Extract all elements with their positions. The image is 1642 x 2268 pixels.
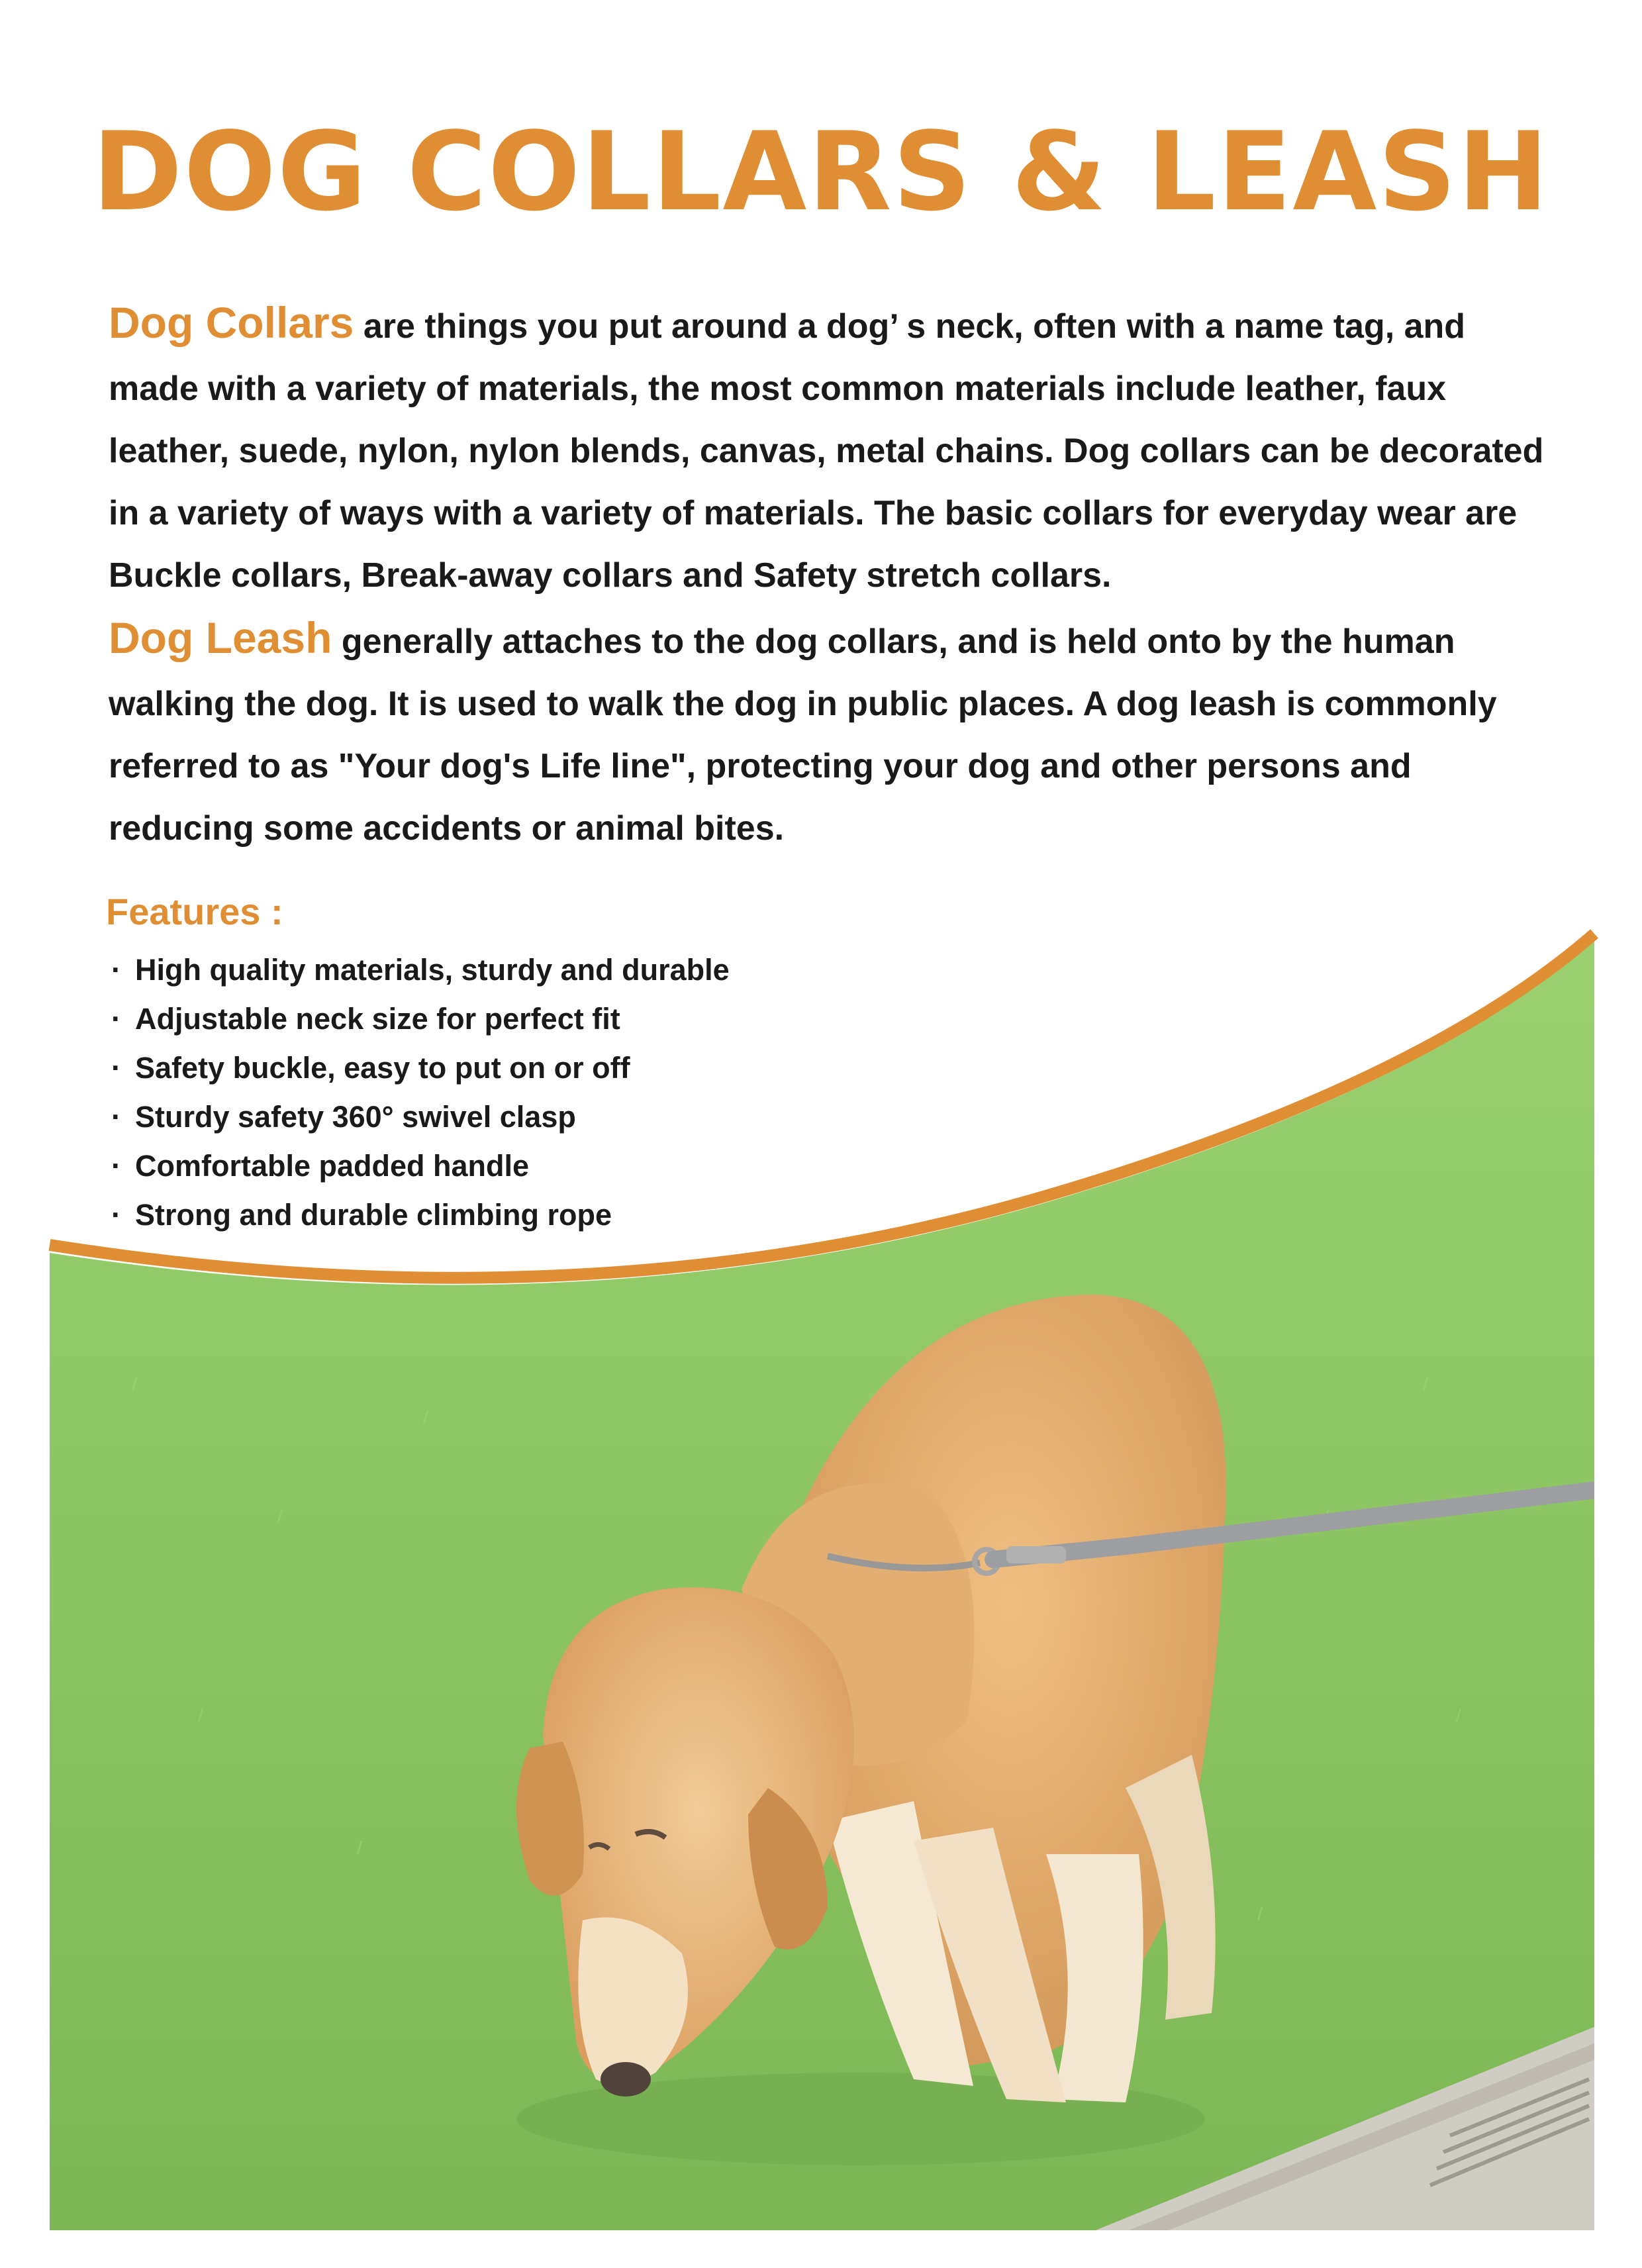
list-item: · Safety buckle, easy to put on or off xyxy=(111,1044,730,1093)
collars-text: are things you put around a dog’ s neck, often with a name tag, and made with a variety of materials, the most common materials include leather, faux leather, suede, nylon, nylon blends, canvas, metal chains. Dog collars can be decorated in a variety of ways with a variety of materials. The basic collars for everyday wear are Buckle collars, Break-away collars and Safety stretch collars. xyxy=(109,307,1544,595)
description xyxy=(109,291,1552,860)
bullet-icon: · xyxy=(111,953,121,987)
list-item: · High quality materials, sturdy and durable xyxy=(111,946,730,995)
features-list xyxy=(111,946,730,1240)
leash-text: generally attaches to the dog collars, and is held onto by the human walking the dog. It is used to walk the dog in public places. A dog leash is commonly referred to as "Your dog's Life line", protecting your dog and other persons and reducing some accidents or animal bites. xyxy=(109,622,1497,848)
list-item: · Comfortable padded handle xyxy=(111,1142,730,1191)
bullet-icon: · xyxy=(111,1149,121,1183)
leash-paragraph xyxy=(109,607,1552,860)
bullet-icon: · xyxy=(111,1051,121,1085)
bullet-icon: · xyxy=(111,1198,121,1232)
collars-keyword: Dog Collars xyxy=(109,298,354,347)
leash-keyword: Dog Leash xyxy=(109,613,332,662)
collars-paragraph xyxy=(109,291,1552,607)
list-item: · Sturdy safety 360° swivel clasp xyxy=(111,1093,730,1142)
page-title: DOG COLLARS & LEASH xyxy=(92,109,1550,235)
list-item: · Adjustable neck size for perfect fit xyxy=(111,995,730,1044)
list-item: · Strong and durable climbing rope xyxy=(111,1191,730,1240)
bullet-icon: · xyxy=(111,1002,121,1036)
features-heading: Features : xyxy=(106,891,283,932)
bullet-icon: · xyxy=(111,1100,121,1134)
